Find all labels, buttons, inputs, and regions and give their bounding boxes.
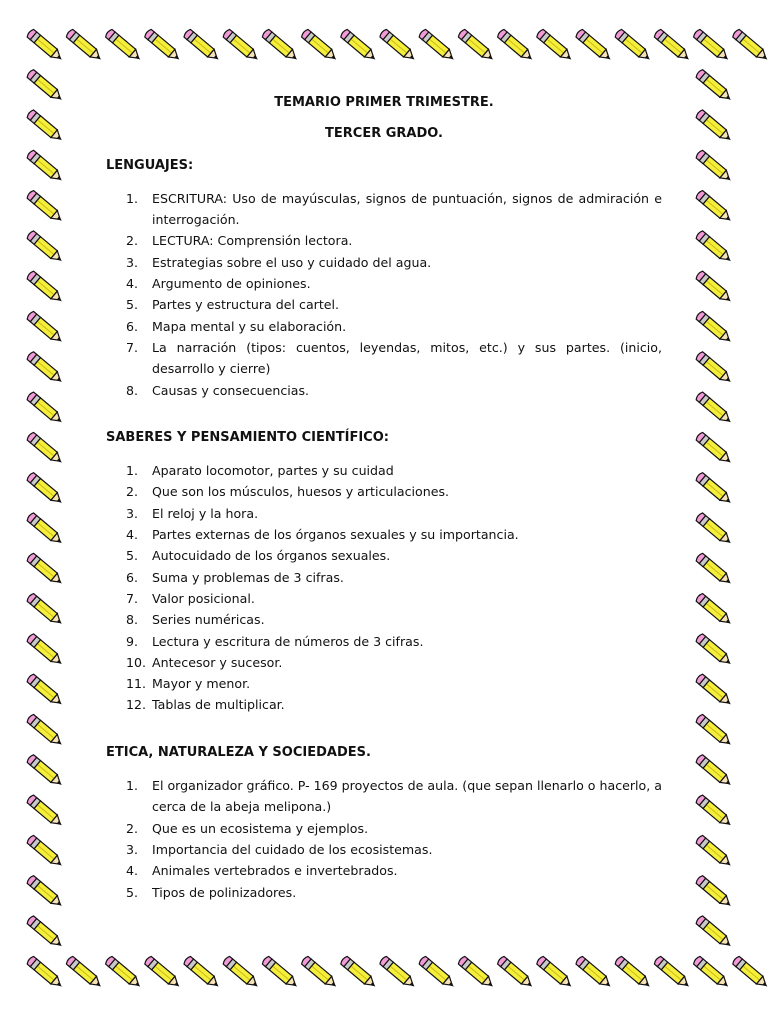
document-title: TEMARIO PRIMER TRIMESTRE. [274, 95, 494, 110]
pencil-icon [695, 190, 734, 225]
pencil-icon [183, 28, 222, 63]
pencil-icon [65, 28, 104, 63]
list-item: 2. LECTURA: Comprensión lectora. [126, 233, 353, 249]
pencil-icon [695, 270, 734, 305]
pencil-icon [144, 955, 183, 990]
pencil-icon [26, 472, 65, 507]
pencil-icon [26, 794, 65, 829]
pencil-icon [26, 593, 65, 628]
pencil-icon [732, 955, 768, 990]
list-item: 7. Valor posicional. [126, 590, 255, 606]
pencil-icon [695, 714, 734, 749]
list-item: 5. Partes y estructura del cartel. [126, 297, 340, 313]
pencil-icon [418, 28, 457, 63]
pencil-icon [732, 28, 768, 63]
pencil-icon [695, 794, 734, 829]
pencil-icon [695, 552, 734, 587]
pencil-icon [26, 714, 65, 749]
pencil-icon [695, 875, 734, 910]
pencil-icon [695, 109, 734, 144]
topic-list [106, 775, 662, 903]
pencil-icon [26, 754, 65, 789]
pencil-icon [144, 28, 183, 63]
list-item: 4. Animales vertebrados e invertebrados. [126, 863, 398, 879]
pencil-icon [26, 431, 65, 466]
topic-list [106, 460, 662, 716]
pencil-icon [575, 955, 614, 990]
pencil-icon [695, 673, 734, 708]
pencil-icon [26, 270, 65, 305]
list-item: 8. Series numéricas. [126, 612, 265, 628]
pencil-icon [26, 673, 65, 708]
pencil-icon [496, 28, 535, 63]
pencil-icon [653, 955, 692, 990]
pencil-icon [695, 230, 734, 265]
pencil-icon [261, 28, 300, 63]
pencil-icon [261, 955, 300, 990]
list-item: 4. Argumento de opiniones. [126, 276, 311, 292]
section-heading: LENGUAJES: [106, 157, 194, 173]
topic-list [106, 188, 662, 401]
pencil-icon [26, 875, 65, 910]
list-item: 5. Autocuidado de los órganos sexuales. [126, 548, 391, 564]
list-item: 3. Estrategias sobre el uso y cuidado del agua. [126, 254, 432, 270]
list-item: 6. Suma y problemas de 3 cifras. [126, 569, 344, 585]
list-item: 3. Importancia del cuidado de los ecosistemas. [126, 841, 433, 857]
document-subtitle: TERCER GRADO. [325, 126, 443, 142]
pencil-icon [222, 28, 261, 63]
section-heading: ETICA, NATURALEZA Y SOCIEDADES. [106, 744, 371, 760]
pencil-icon [614, 955, 653, 990]
list-item: 12. Tablas de multiplicar. [126, 697, 285, 713]
pencil-icon [26, 190, 65, 225]
pencil-icon [379, 28, 418, 63]
list-item: 4. Partes externas de los órganos sexuales y su importancia. [126, 527, 519, 543]
pencil-icon [26, 552, 65, 587]
list-item: 9. Lectura y escritura de números de 3 cifras. [126, 633, 424, 649]
pencil-icon [300, 28, 339, 63]
pencil-icon [379, 955, 418, 990]
document-body [106, 92, 662, 903]
pencil-icon [653, 28, 692, 63]
pencil-icon [695, 69, 734, 104]
pencil-icon [340, 28, 379, 63]
pencil-icon [457, 955, 496, 990]
pencil-icon [26, 230, 65, 265]
pencil-icon [26, 109, 65, 144]
list-item: 7. La narración (tipos: cuentos, leyendas, mitos, etc.) y sus partes. (inicio, desarrollo y cierre) [126, 339, 662, 377]
pencil-icon [695, 633, 734, 668]
pencil-icon [340, 955, 379, 990]
pencil-icon [614, 28, 653, 63]
pencil-icon [26, 149, 65, 184]
list-item: 1. ESCRITURA: Uso de mayúsculas, signos de puntuación, signos de admiración e interrogación. [126, 190, 662, 228]
pencil-icon [575, 28, 614, 63]
pencil-icon [26, 351, 65, 386]
pencil-icon [26, 512, 65, 547]
section-etica [106, 742, 662, 903]
pencil-icon [26, 311, 65, 346]
pencil-icon [26, 391, 65, 426]
pencil-icon [65, 955, 104, 990]
pencil-icon [695, 834, 734, 869]
list-item: 2. Que son los músculos, huesos y articulaciones. [126, 484, 450, 500]
pencil-icon [26, 69, 65, 104]
section-saberes [106, 427, 662, 716]
pencil-icon [26, 633, 65, 668]
pencil-icon [692, 955, 731, 990]
pencil-icon [26, 915, 65, 950]
pencil-icon [695, 311, 734, 346]
pencil-icon [104, 955, 143, 990]
pencil-icon [536, 28, 575, 63]
pencil-icon [695, 431, 734, 466]
list-item: 10. Antecesor y sucesor. [126, 654, 283, 670]
pencil-icon [692, 28, 731, 63]
pencil-icon [536, 955, 575, 990]
pencil-icon [300, 955, 339, 990]
list-item: 5. Tipos de polinizadores. [126, 884, 297, 900]
pencil-icon [104, 28, 143, 63]
pencil-icon [26, 28, 65, 63]
pencil-icon [695, 391, 734, 426]
pencil-icon [695, 915, 734, 950]
list-item: 3. El reloj y la hora. [126, 505, 259, 521]
pencil-icon [695, 351, 734, 386]
list-item: 1. Aparato locomotor, partes y su cuidad [126, 463, 394, 479]
pencil-icon [183, 955, 222, 990]
pencil-icon [496, 955, 535, 990]
pencil-icon [695, 593, 734, 628]
list-item: 1. El organizador gráfico. P- 169 proyectos de aula. (que sepan llenarlo o hacerlo, a cerca de la abeja melipona.) [126, 778, 662, 815]
section-lenguajes [106, 155, 662, 401]
pencil-icon [695, 149, 734, 184]
pencil-icon [26, 955, 65, 990]
list-item: 2. Que es un ecosistema y ejemplos. [126, 820, 369, 836]
list-item: 11. Mayor y menor. [126, 676, 251, 692]
pencil-icon [695, 512, 734, 547]
section-heading: SABERES Y PENSAMIENTO CIENTÍFICO: [106, 429, 389, 445]
pencil-icon [457, 28, 496, 63]
pencil-icon [695, 754, 734, 789]
list-item: 8. Causas y consecuencias. [126, 382, 310, 398]
pencil-icon [26, 834, 65, 869]
pencil-icon [418, 955, 457, 990]
pencil-icon [222, 955, 261, 990]
pencil-icon [695, 472, 734, 507]
list-item: 6. Mapa mental y su elaboración. [126, 318, 347, 334]
